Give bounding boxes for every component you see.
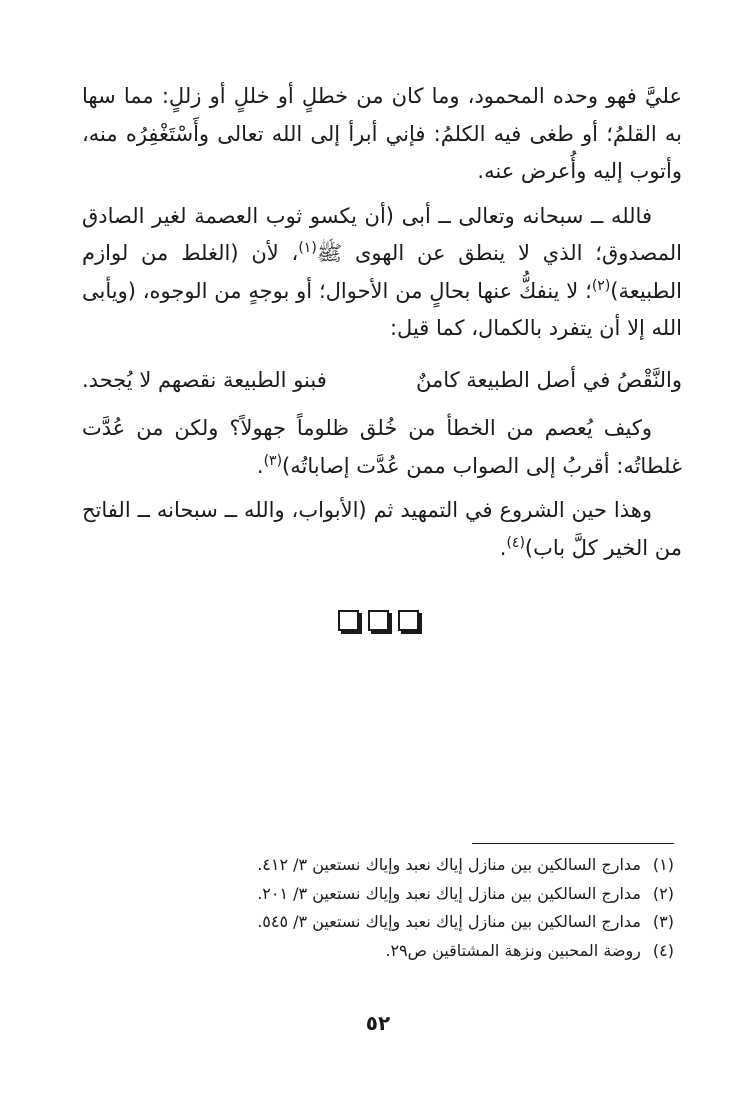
paragraph-3-end: .	[256, 453, 264, 478]
verse-second-hemistich: فبنو الطبيعة نقصهم لا يُجحد.	[82, 368, 327, 392]
footnote-number: (٣)	[652, 912, 674, 931]
footnote-item	[74, 937, 674, 966]
footnote-ref-3[interactable]: (٣)	[263, 452, 283, 469]
main-text-upper	[82, 78, 682, 348]
footnote-number: (٢)	[652, 883, 674, 903]
footnote-number: (٤)	[652, 940, 674, 960]
paragraph-3	[82, 410, 682, 485]
separator-box-icon	[368, 610, 389, 631]
paragraph-2	[82, 198, 682, 348]
verse-first-hemistich: والنَّقْصُ في أصل الطبيعة كامنٌ	[415, 368, 682, 392]
separator-box-icon	[338, 610, 359, 631]
paragraph-2-part-c: ؛ لا ينفكُّ عنها بحالٍ من الأحوال؛ أو بوجهٍ من الوجوه، (ويأبى الله إلا أن يتفرد بالكمال، كما قيل:	[82, 278, 682, 340]
footnote-number: (١)	[652, 855, 674, 874]
footnote-item	[74, 908, 674, 937]
footnote-item	[74, 880, 674, 909]
separator-box-icon	[398, 610, 419, 631]
paragraph-4-end: .	[499, 535, 507, 560]
footnote-ref-4[interactable]: (٤)	[506, 534, 525, 551]
footnote-ref-1[interactable]: (١)	[298, 240, 317, 256]
footnote-item	[74, 851, 674, 880]
paragraph-3-text: وكيف يُعصم من الخطأ من خُلق ظلوماً جهولاً؟ ولكن من عُدَّت غلطاتُه: أقربُ إلى الصواب ممن عُدَّت إصاباتُه)	[82, 416, 682, 478]
footnote-text: مدارج السالكين بين منازل إياك نعبد وإياك نستعين ٣/ ٢٠١.	[257, 883, 641, 903]
paragraph-4	[82, 492, 682, 567]
paragraph-2-part-a: فالله ــ سبحانه وتعالى ــ أبى (أن يكسو ثوب العصمة لغير الصادق المصدوق؛ الذي لا ينطق عن الهوى ﷺ	[82, 203, 683, 265]
footnote-ref-2[interactable]: (٢)	[591, 277, 611, 294]
footnotes-list	[74, 851, 674, 965]
poetry-verse	[82, 362, 682, 402]
footnote-text: روضة المحبين ونزهة المشتاقين ص٢٩.	[385, 940, 641, 960]
paragraph-4-text: وهذا حين الشروع في التمهيد ثم (الأبواب، والله ــ سبحانه ــ الفاتح من الخير كلَّ باب)	[82, 498, 682, 560]
paragraph-2-part-b: ، لأن (الغلط من لوازم الطبيعة)	[82, 241, 682, 303]
footnote-text: مدارج السالكين بين منازل إياك نعبد وإياك نستعين ٣/ ٤١٢.	[257, 855, 641, 874]
paragraph-1: عليَّ فهو وحده المحمود، وما كان من خطلٍ أو خللٍ أو زللٍ: مما سها به القلمُ؛ أو طغى فيه الكلمُ: فإني أبرأ إلى الله تعالى وأَسْتَغْفِرُه منه، وأتوب إليه وأُعرض عنه.	[82, 84, 682, 183]
footnote-text: مدارج السالكين بين منازل إياك نعبد وإياك نستعين ٣/ ٥٤٥.	[257, 912, 641, 931]
section-separator	[0, 610, 756, 631]
footnote-divider	[472, 843, 674, 844]
page-number: ٥٢	[365, 1011, 391, 1035]
main-text-lower	[82, 410, 682, 567]
